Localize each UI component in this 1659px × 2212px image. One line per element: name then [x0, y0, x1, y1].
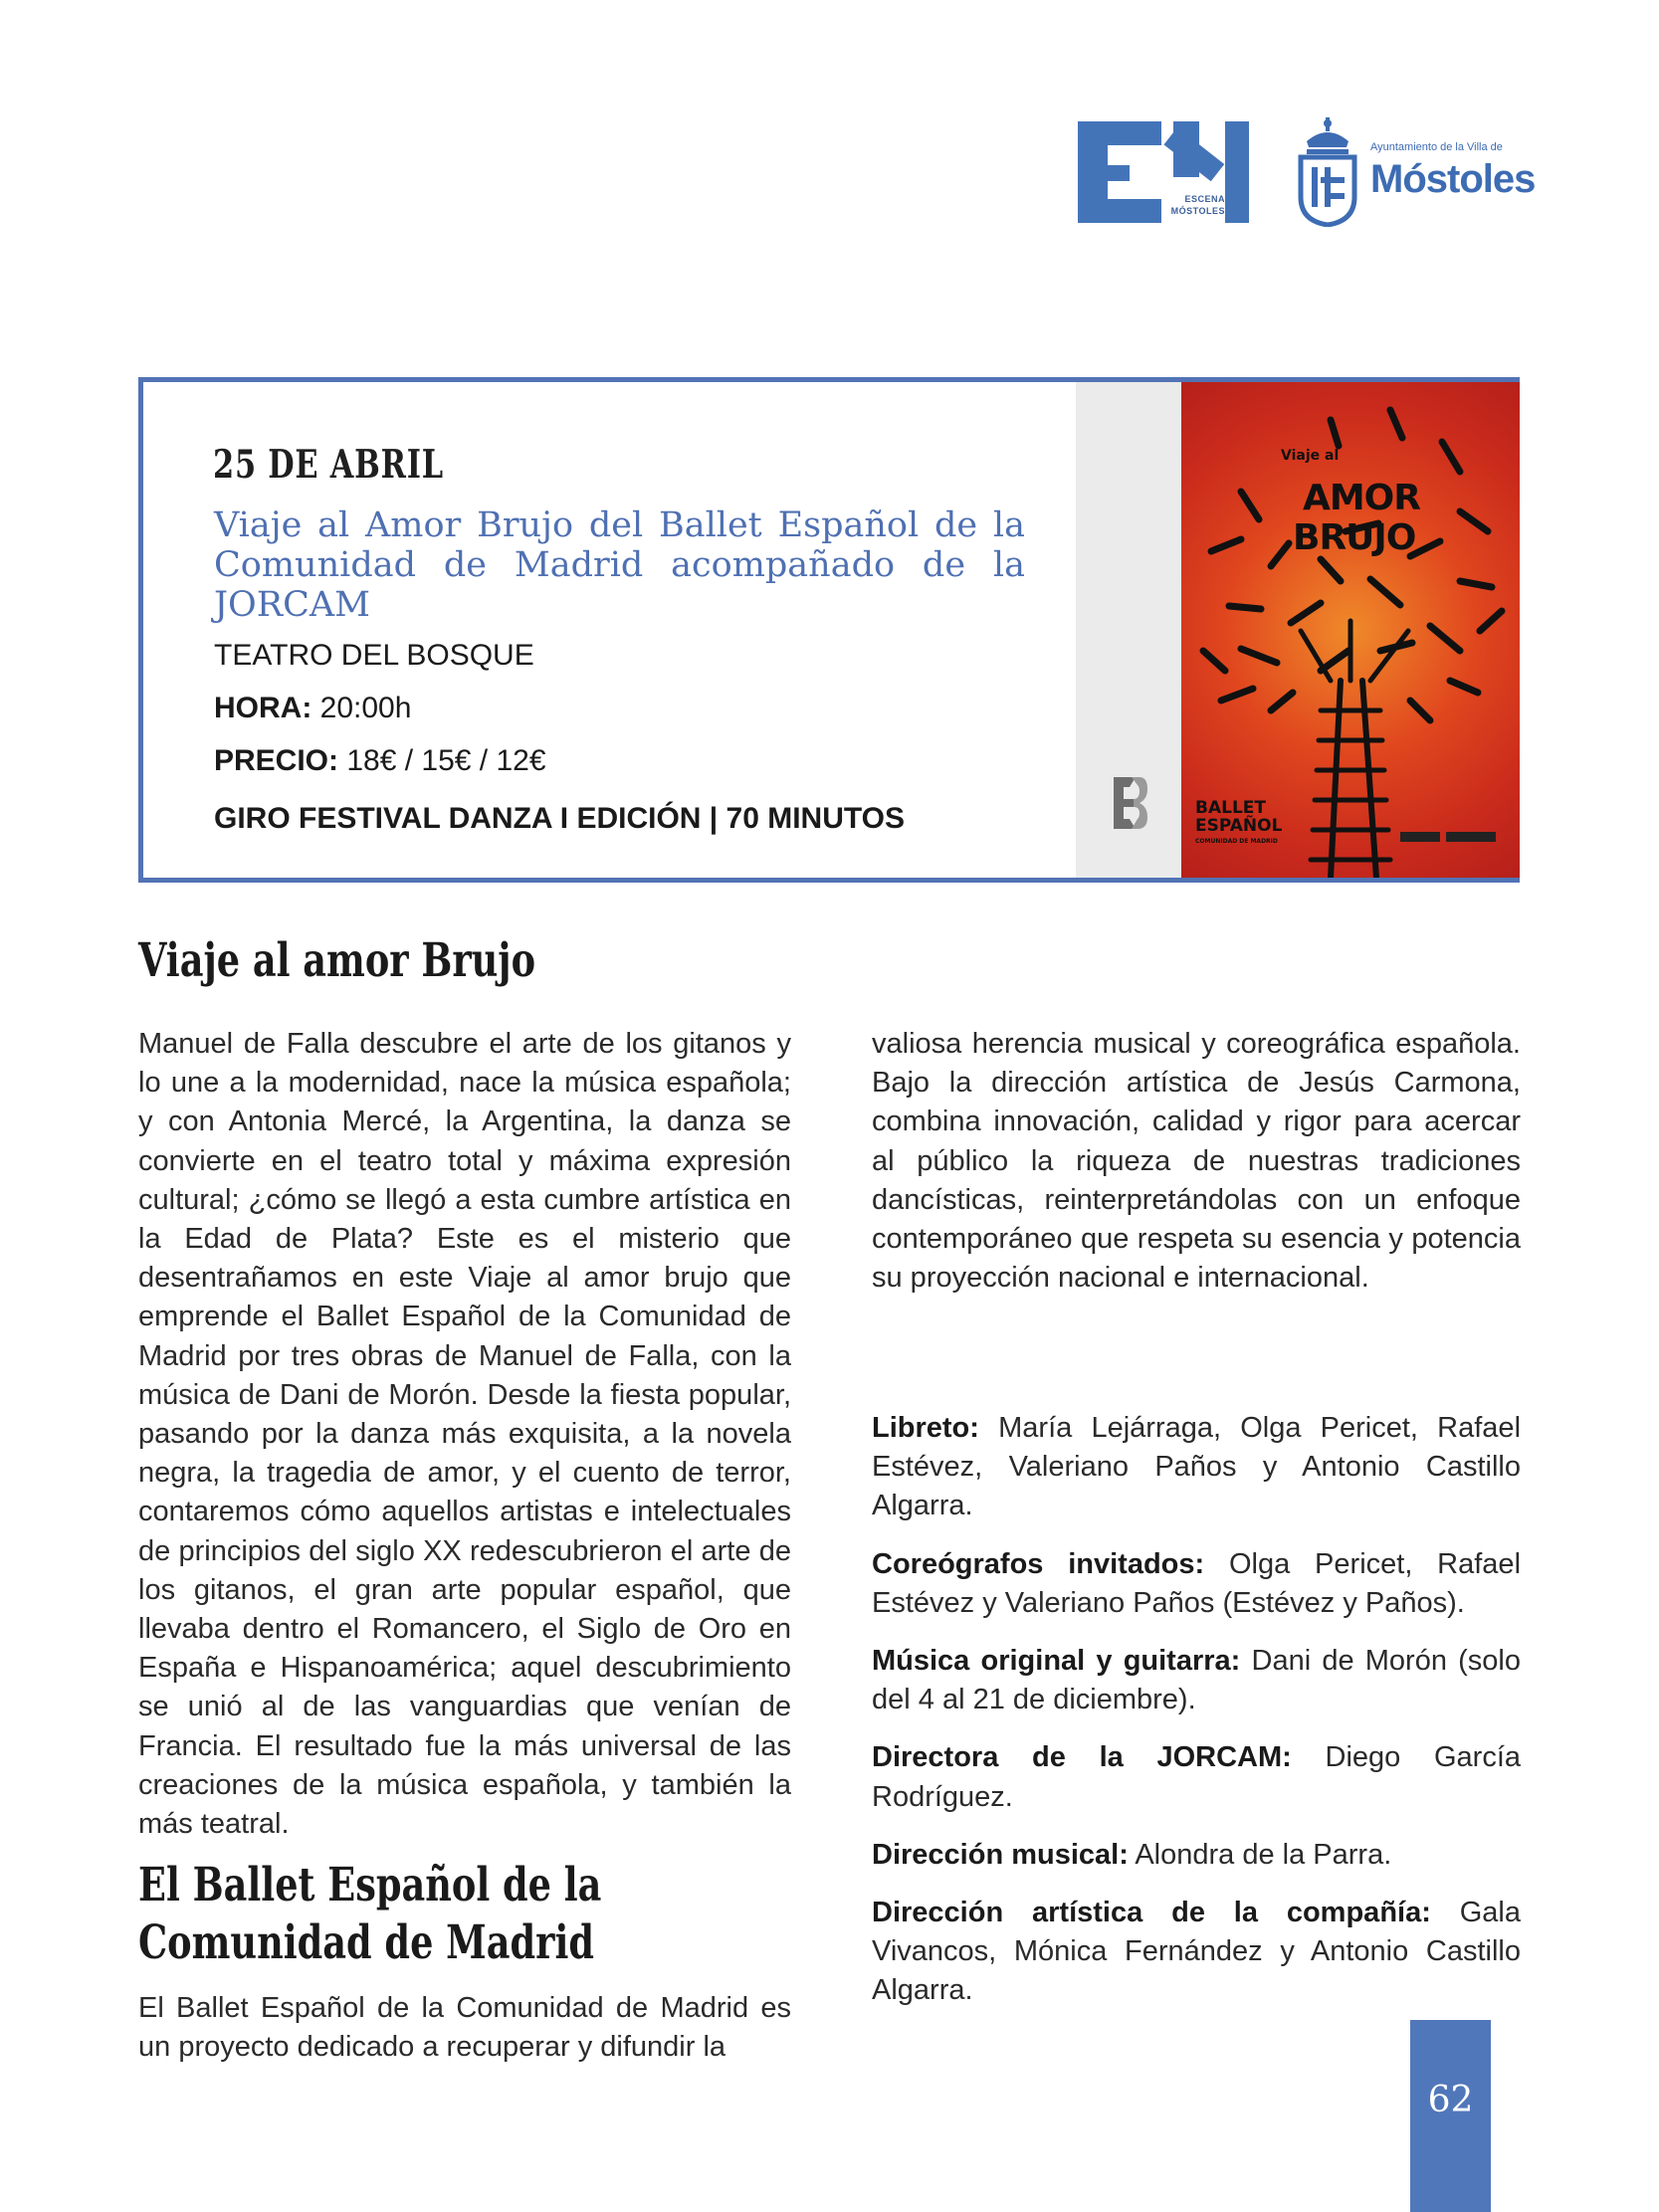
poster-company-line2: ESPAÑOL — [1195, 816, 1283, 836]
time-label: HORA: — [214, 692, 312, 724]
logo-bar — [1078, 121, 1108, 223]
credit-value: María Lejárraga, Olga Pericet, Rafael Estévez, Valeriano Paños y Antonio Castillo Algarra. — [872, 1412, 1522, 1522]
event-poster — [1181, 382, 1520, 878]
poster-title-line1: AMOR — [1303, 478, 1421, 518]
poster-track — [1301, 621, 1408, 878]
poster-company-line3: COMUNIDAD DE MADRID — [1195, 838, 1278, 845]
poster-top-text: Viaje al — [1281, 448, 1340, 464]
credit-item — [872, 1738, 1521, 1816]
poster-company-line1: BALLET — [1195, 798, 1266, 818]
ballet-espanol-icon — [1110, 773, 1149, 833]
credit-value: Dani de Morón (solo del 4 al 21 de diciembre). — [872, 1645, 1521, 1716]
logo-bar — [1108, 121, 1161, 145]
credit-label: Música original y guitarra: — [872, 1645, 1241, 1678]
escena-mostoles-logo — [1078, 121, 1249, 223]
credit-item — [872, 1894, 1521, 2011]
price-value: 18€ / 15€ / 12€ — [346, 744, 546, 777]
event-price — [214, 744, 546, 778]
credit-item — [872, 1409, 1521, 1526]
crest-icon — [1297, 117, 1358, 227]
credit-label: Directora de la JORCAM: — [872, 1741, 1292, 1774]
credit-value: Diego García Rodríguez. — [872, 1741, 1522, 1813]
article-paragraph: valiosa herencia musical y coreográfica española. Bajo la dirección artística de Jesús Carmona, combina innovación, calidad y rigor para acercar al público la riqueza de nuestras tradiciones dancísticas, reinterpretándolas con un enfoque contemporáneo que respeta su esencia y potencia su proyección nacional e internacional. — [872, 1028, 1521, 1295]
logo-bar — [1225, 121, 1249, 223]
credit-value: Olga Pericet, Rafael Estévez y Valeriano Paños (Estévez y Paños). — [872, 1547, 1522, 1619]
logo-title: Móstoles — [1370, 157, 1536, 201]
credits-list — [872, 1409, 1521, 2030]
logo-bar — [1108, 199, 1161, 223]
logo-subtitle: Ayuntamiento de la Villa de — [1370, 141, 1503, 153]
section-heading: El Ballet Español de la Comunidad de Madrid — [138, 1858, 602, 1970]
article-paragraph: Manuel de Falla descubre el arte de los gitanos y lo une a la modernidad, nace la música española; y con Antonia Mercé, la Argentina, la danza se convierte en el teatro total y máxima expresión cultural; ¿cómo se llegó a esta cumbre artística en la Edad de Plata? Este es el misterio que desentrañamos en este Viaje al amor brujo que emprende el Ballet Español de la Comunidad de Madrid por tres obras de Manuel de Falla, con la música de Dani de Morón. Desde la fiesta popular, pasando por la danza más exquisita, a la novela negra, la tragedia de amor, y el cuento de terror, contaremos cómo aquellos artistas e intelectuales de principios del siglo XX redescubrieron el arte de los gitanos, el gran arte popular español, que llevaba dentro el Romancero, el Siglo de Oro en España e Hispanoamérica; aquel descubrimiento se unió al de las vanguardias que venían de Francia. El resultado fue la más universal de las creaciones de la música española, y también la más teatral. — [138, 1028, 791, 1841]
event-time — [214, 692, 411, 725]
poster-title-line2: BRUJO — [1293, 517, 1416, 558]
logo-line: MÓSTOLES — [1170, 206, 1225, 216]
credit-label: Coreógrafos invitados: — [872, 1547, 1205, 1580]
credit-label: Libreto: — [872, 1412, 979, 1444]
page-number: 62 — [1427, 2080, 1474, 2120]
credit-label: Dirección musical: — [872, 1838, 1129, 1871]
price-label: PRECIO: — [214, 744, 339, 777]
event-title: Viaje al Amor Brujo del Ballet Español de la Comunidad de Madrid acompañado de la JORCAM — [214, 505, 1025, 625]
event-date: 25 DE ABRIL — [213, 442, 444, 488]
logo-bar — [1108, 165, 1130, 181]
mostoles-logo — [1297, 117, 1536, 229]
logo-line: ESCENA — [1184, 194, 1225, 204]
credit-item — [872, 1642, 1521, 1719]
event-festival: GIRO FESTIVAL DANZA I EDICIÓN | 70 MINUTOS — [214, 802, 906, 835]
time-value: 20:00h — [319, 692, 412, 724]
article-paragraph: El Ballet Español de la Comunidad de Madrid es un proyecto dedicado a recuperar y difundir la — [138, 1992, 791, 2064]
credit-item — [872, 1545, 1521, 1623]
event-info-box — [138, 377, 1520, 883]
event-venue: TEATRO DEL BOSQUE — [214, 639, 534, 672]
credit-value: Gala Vivancos, Mónica Fernández y Antonio Castillo Algarra. — [872, 1897, 1521, 2007]
poster-side-strip — [1076, 382, 1181, 878]
page-number-tab — [1410, 2020, 1491, 2212]
credit-label: Dirección artística de la compañía: — [872, 1897, 1431, 1929]
section-heading: Viaje al amor Brujo — [138, 933, 536, 988]
credit-item — [872, 1836, 1521, 1875]
credit-value: Alondra de la Parra. — [1135, 1838, 1392, 1871]
logo-text — [1161, 193, 1225, 217]
